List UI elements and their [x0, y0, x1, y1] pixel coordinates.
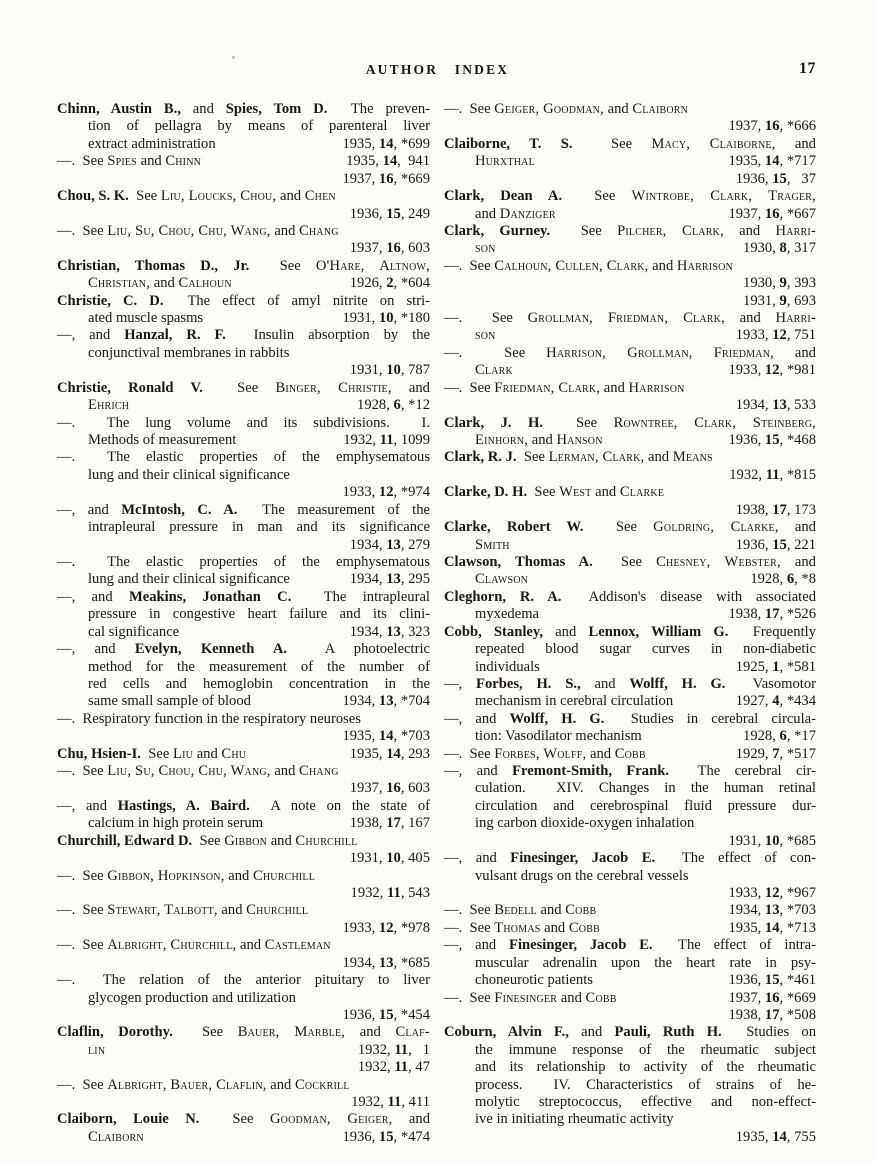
entry-text: same small sample of blood [88, 693, 251, 710]
entry-text: —. See Liu, Su, Chou, Chu, Wang, and Chang [57, 222, 339, 239]
index-line [444, 711, 816, 728]
index-line [444, 589, 816, 606]
index-line [444, 850, 816, 867]
index-line [444, 659, 816, 676]
index-line [57, 746, 430, 763]
citation: 1938, 17, *526 [728, 606, 816, 623]
entry-text: —, and Finesinger, Jacob E. The effect of con- [444, 850, 816, 867]
citation: 1937, 16, *669 [342, 170, 430, 187]
index-line [57, 206, 430, 223]
index-line [57, 833, 430, 850]
citation: 1934, 13, *685 [342, 954, 430, 971]
entry-text: red cells and hemoglobin concentration in the [88, 675, 430, 692]
entry-text: molytic streptococcus, effective and non-effect- [475, 1094, 816, 1111]
index-line [57, 1094, 430, 1111]
citation: 1935, 14, 941 [346, 153, 430, 170]
entry-text: Clarke, D. H. See West and Clarke [444, 484, 665, 501]
index-line [57, 397, 430, 414]
entry-text: Ehrich [88, 397, 130, 414]
index-column-left [57, 101, 430, 1146]
entry-text: Cleghorn, R. A. Addison's disease with associated [444, 588, 817, 605]
index-line [57, 920, 430, 937]
index-line [57, 293, 430, 310]
entry-text: tion of pellagra by means of parenteral liver [88, 118, 430, 135]
index-line [57, 467, 430, 484]
index-line [444, 1007, 816, 1024]
index-line [444, 1111, 816, 1128]
citation: 1933, 12, *981 [728, 362, 816, 379]
entry-text: —. See Geiger, Goodman, and Claiborn [444, 101, 689, 117]
index-line [444, 380, 816, 397]
index-line [444, 275, 816, 292]
citation: 1937, 16, *669 [728, 989, 816, 1006]
index-line [57, 571, 430, 588]
citation: 1935, 14, *717 [728, 153, 816, 170]
index-line [57, 118, 430, 135]
citation: 1933, 12, *967 [728, 884, 816, 901]
index-column-right [444, 101, 816, 1146]
entry-text: —. See Harrison, Grollman, Friedman, and [444, 344, 816, 361]
entry-text: vulsant drugs on the cerebral vessels [475, 867, 689, 884]
entry-text: extract administration [88, 135, 216, 152]
index-line [57, 240, 430, 257]
index-line [57, 659, 430, 676]
entry-text: —. See Grollman, Friedman, Clark, and Harri- [444, 310, 816, 327]
entry-text: individuals [475, 658, 540, 675]
entry-text: glycogen production and utilization [88, 989, 296, 1006]
entry-text: —. See Spies and Chinn [57, 153, 202, 170]
index-line [57, 1111, 430, 1128]
index-line [57, 362, 430, 379]
index-line [57, 850, 430, 867]
index-line [444, 554, 816, 571]
entry-text: Clark [475, 362, 513, 379]
entry-text: lin [88, 1041, 106, 1058]
entry-text: Chinn, Austin B., and Spies, Tom D. The preven- [57, 101, 431, 117]
entry-text: —, and McIntosh, C. A. The measurement of the [57, 501, 431, 518]
entry-text: Claiborn, Louie N. See Goodman, Geiger, and [57, 1111, 430, 1128]
entry-text: conjunctival membranes in rabbits [88, 344, 290, 361]
entry-text: pressure in congestive heart failure and its clini- [88, 606, 430, 623]
index-line [57, 275, 430, 292]
entry-text: —. See Liu, Su, Chou, Chu, Wang, and Chang [57, 763, 339, 780]
entry-text: ing carbon dioxide-oxygen inhalation [475, 815, 695, 832]
citation: 1935, 14, *703 [342, 728, 430, 745]
citation: 1935, 14, *699 [342, 135, 430, 152]
index-line [444, 258, 816, 275]
index-line [57, 693, 430, 710]
citation: 1931, 9, 693 [743, 292, 816, 309]
citation: 1938, 17, 173 [735, 501, 816, 518]
citation: 1938, 17, *508 [728, 1006, 816, 1023]
index-line [444, 502, 816, 519]
citation: 1930, 9, 393 [743, 275, 816, 292]
index-line [57, 972, 430, 989]
entry-text: —, Forbes, H. S., and Wolff, H. G. Vasomotor [444, 675, 817, 692]
citation: 1936, 15, *468 [728, 432, 816, 449]
citation: 1932, 11, 543 [350, 884, 430, 901]
index-line [57, 780, 430, 797]
entry-text: Clawson, Thomas A. See Chesney, Webster, and [444, 553, 816, 570]
index-line [57, 327, 430, 344]
index-line [57, 101, 430, 118]
entry-text: Chou, S. K. See Liu, Loucks, Chou, and Chen [57, 188, 336, 205]
index-line [57, 223, 430, 240]
index-line [444, 833, 816, 850]
entry-text: —. See Forbes, Wolff, and Cobb [444, 745, 646, 762]
index-line [57, 728, 430, 745]
entry-text: —, and Hastings, A. Baird. A note on the state of [57, 797, 430, 814]
index-line [57, 885, 430, 902]
citation: 1929, 7, *517 [735, 745, 816, 762]
index-line [444, 693, 816, 710]
entry-text: the immune response of the rheumatic subject [475, 1041, 816, 1058]
index-line [57, 310, 430, 327]
entry-text: —. See Stewart, Talbott, and Churchill [57, 902, 309, 919]
index-line [444, 467, 816, 484]
index-line [444, 1077, 816, 1094]
citation: 1936, 15, *474 [342, 1128, 430, 1145]
index-line [444, 920, 816, 937]
citation: 1937, 16, 603 [349, 240, 430, 257]
entry-text: ive in initiating rheumatic activity [475, 1111, 674, 1128]
entry-text: —. See Bedell and Cobb [444, 902, 597, 919]
index-line [444, 1094, 816, 1111]
index-line [57, 537, 430, 554]
index-line [57, 1059, 430, 1076]
citation: 1933, 12, *978 [342, 919, 430, 936]
index-line [57, 676, 430, 693]
entry-text: —, and Meakins, Jonathan C. The intrapleural [57, 588, 430, 605]
index-line [444, 362, 816, 379]
index-line [444, 624, 816, 641]
index-line [444, 780, 816, 797]
index-line [444, 937, 816, 954]
citation: 1926, 2, *604 [349, 275, 430, 292]
entry-text: Hurxthal [475, 153, 535, 170]
index-line [57, 606, 430, 623]
index-line [57, 955, 430, 972]
index-line [57, 815, 430, 832]
entry-text: intrapleural pressure in man and its significance [88, 519, 430, 536]
entry-text: —, and Hanzal, R. F. Insulin absorption by the [57, 327, 430, 344]
index-line [57, 990, 430, 1007]
citation: 1932, 11, 411 [351, 1094, 430, 1111]
index-line [444, 118, 816, 135]
index-line [444, 571, 816, 588]
entry-text: muscular adrenalin upon the heart rate in psy- [475, 954, 816, 971]
citation: 1931, 10, *685 [728, 832, 816, 849]
citation: 1931, 10, 405 [349, 850, 430, 867]
entry-text: son [475, 240, 496, 257]
entry-text: lung and their clinical significance [88, 466, 290, 483]
citation: 1934, 13, 533 [735, 397, 816, 414]
citation: 1925, 1, *581 [735, 658, 816, 675]
citation: 1935, 14, *713 [728, 919, 816, 936]
index-line [57, 1007, 430, 1024]
entry-text: Claiborne, T. S. See Macy, Claiborne, and [444, 135, 816, 152]
entry-text: Christian, Thomas D., Jr. See O'Hare, Altnow, [57, 257, 430, 274]
entry-text: Churchill, Edward D. See Gibbon and Churchill [57, 832, 358, 849]
index-line [444, 1042, 816, 1059]
entry-text: cal significance [88, 623, 180, 640]
citation: 1936, 15, 221 [735, 536, 816, 553]
entry-text: —. The lung volume and its subdivisions. I. [57, 414, 430, 431]
index-line [444, 990, 816, 1007]
index-line [57, 171, 430, 188]
index-line [444, 345, 816, 362]
index-line [444, 1024, 816, 1041]
entry-text: Chu, Hsien-I. See Liu and Chu [57, 745, 247, 762]
entry-text: mechanism in cerebral circulation [475, 693, 674, 710]
index-line [444, 868, 816, 885]
index-line [444, 415, 816, 432]
entry-text: myxedema [475, 606, 540, 623]
index-line [57, 937, 430, 954]
entry-text: —. See Calhoun, Cullen, Clark, and Harrison [444, 257, 733, 274]
entry-text: —. The relation of the anterior pituitary to liver [57, 972, 430, 989]
citation: 1934, 13, 295 [349, 571, 430, 588]
index-line [444, 641, 816, 658]
entry-text: —, and Evelyn, Kenneth A. A photoelectric [57, 641, 430, 658]
entry-text: —. See Thomas and Cobb [444, 919, 600, 936]
index-line [57, 868, 430, 885]
index-line [444, 676, 816, 693]
citation: 1928, 6, *17 [743, 728, 816, 745]
index-line [444, 815, 816, 832]
index-line [444, 798, 816, 815]
citation: 1936, 15, 37 [735, 170, 816, 187]
index-line [57, 641, 430, 658]
index-line [444, 1059, 816, 1076]
citation: 1934, 13, 279 [349, 536, 430, 553]
index-line [444, 606, 816, 623]
entry-text: —. See Albright, Churchill, and Castleman [57, 937, 331, 954]
entry-text: —. See Finesinger and Cobb [444, 989, 617, 1006]
entry-text: Clark, J. H. See Rowntree, Clark, Steinberg, [444, 414, 816, 431]
entry-text: —. The elastic properties of the emphysematous [57, 553, 430, 570]
entry-text: repeated blood sugar curves in non-diabetic [475, 641, 816, 658]
entry-text: calcium in high protein serum [88, 815, 264, 832]
index-line [57, 136, 430, 153]
entry-text: —. See Gibbon, Hopkinson, and Churchill [57, 867, 316, 884]
index-line [444, 153, 816, 170]
entry-text: —. See Albright, Bauer, Claflin, and Cockrill [57, 1076, 350, 1093]
scan-speck [232, 56, 235, 59]
entry-text: and its relationship to activity of the rheumatic [475, 1059, 816, 1076]
index-line [57, 798, 430, 815]
entry-text: Christian, and Calhoun [88, 275, 232, 292]
entry-text: Einhorn, and Hanson [475, 432, 603, 449]
index-line [444, 327, 816, 344]
page-number: 17 [799, 60, 816, 77]
index-line [57, 380, 430, 397]
entry-text: Clark, Gurney. See Pilcher, Clark, and Harri- [444, 222, 816, 239]
entry-text: ated muscle spasms [88, 310, 204, 327]
index-line [444, 519, 816, 536]
entry-text: circulation and cerebrospinal fluid pressure dur- [475, 797, 816, 814]
citation: 1932, 11, 1 [357, 1041, 430, 1058]
index-line [57, 258, 430, 275]
entry-text: Methods of measurement [88, 432, 237, 449]
index-line [57, 449, 430, 466]
citation: 1931, 10, *180 [342, 310, 430, 327]
citation: 1935, 14, 755 [735, 1128, 816, 1145]
index-line [444, 955, 816, 972]
index-line [57, 345, 430, 362]
citation: 1933, 12, *974 [342, 484, 430, 501]
citation: 1928, 6, *8 [750, 571, 816, 588]
entry-text: Christie, Ronald V. See Binger, Christie, and [57, 379, 430, 396]
entry-text: Clawson [475, 571, 529, 588]
index-line [444, 397, 816, 414]
page-header [57, 62, 818, 82]
citation: 1934, 13, 323 [349, 623, 430, 640]
entry-text: and Danziger [475, 205, 556, 222]
index-line [57, 502, 430, 519]
index-line [444, 902, 816, 919]
citation: 1930, 8, 317 [743, 240, 816, 257]
entry-text: Cobb, Stanley, and Lennox, William G. Frequently [444, 623, 816, 640]
entry-text: Clark, R. J. See Lerman, Clark, and Means [444, 449, 713, 466]
index-line [444, 746, 816, 763]
citation: 1936, 15, *454 [342, 1006, 430, 1023]
index-line [57, 763, 430, 780]
index-line [444, 223, 816, 240]
index-line [57, 1042, 430, 1059]
citation: 1932, 11, *815 [729, 466, 816, 483]
entry-text: Clark, Dean A. See Wintrobe, Clark, Trager, [444, 188, 816, 205]
index-line [444, 763, 816, 780]
entry-text: lung and their clinical significance [88, 571, 290, 588]
index-line [57, 519, 430, 536]
entry-text: Christie, C. D. The effect of amyl nitrite on stri- [57, 292, 430, 309]
citation: 1937, 16, *667 [728, 205, 816, 222]
entry-text: tion: Vasodilator mechanism [475, 728, 642, 745]
citation: 1933, 12, 751 [735, 327, 816, 344]
index-line [57, 484, 430, 501]
citation: 1928, 6, *12 [357, 397, 430, 414]
entry-text: —, and Wolff, H. G. Studies in cerebral circula- [444, 710, 816, 727]
entry-text: son [475, 327, 496, 344]
index-line [444, 728, 816, 745]
index-line [444, 537, 816, 554]
entry-text: —, and Fremont-Smith, Frank. The cerebral cir- [444, 763, 816, 780]
index-line [57, 188, 430, 205]
entry-text: Smith [475, 536, 510, 553]
citation: 1934, 13, *703 [728, 902, 816, 919]
entry-text: Claiborn [88, 1128, 144, 1145]
index-line [444, 171, 816, 188]
entry-text: culation. XIV. Changes in the human retinal [475, 780, 816, 797]
entry-text: Coburn, Alvin F., and Pauli, Ruth H. Studies on [444, 1024, 816, 1041]
index-line [57, 415, 430, 432]
citation: 1937, 16, *666 [728, 118, 816, 135]
citation: 1932, 11, 1099 [343, 432, 430, 449]
citation: 1936, 15, 249 [349, 205, 430, 222]
index-line [444, 101, 816, 118]
entry-text: choneurotic patients [475, 972, 593, 989]
citation: 1935, 14, 293 [349, 745, 430, 762]
index-line [444, 885, 816, 902]
index-line [444, 484, 816, 501]
index-line [57, 432, 430, 449]
index-line [57, 1024, 430, 1041]
citation: 1937, 16, 603 [349, 780, 430, 797]
index-line [57, 1129, 430, 1146]
index-line [57, 153, 430, 170]
entry-text: Clarke, Robert W. See Goldring, Clarke, and [444, 519, 816, 536]
citation: 1927, 4, *434 [735, 693, 816, 710]
citation: 1936, 15, *461 [728, 972, 816, 989]
index-line [57, 1077, 430, 1094]
index-line [57, 711, 430, 728]
index-line [444, 972, 816, 989]
index-line [57, 902, 430, 919]
index-line [57, 554, 430, 571]
index-line [57, 589, 430, 606]
index-line [57, 624, 430, 641]
index-line [444, 136, 816, 153]
index-line [444, 293, 816, 310]
entry-text: —. See Friedman, Clark, and Harrison [444, 379, 685, 396]
index-line [444, 449, 816, 466]
citation: 1932, 11, 47 [357, 1059, 430, 1076]
citation: 1938, 17, 167 [349, 815, 430, 832]
citation: 1931, 10, 787 [349, 362, 430, 379]
citation: 1934, 13, *704 [342, 693, 430, 710]
entry-text: —. Respiratory function in the respiratory neuroses [57, 710, 361, 727]
entry-text: process. IV. Characteristics of strains of he- [475, 1076, 816, 1093]
index-line [444, 188, 816, 205]
entry-text: —, and Finesinger, Jacob E. The effect of intra- [444, 937, 816, 954]
entry-text: —. The elastic properties of the emphysematous [57, 449, 430, 466]
entry-text: method for the measurement of the number of [88, 658, 430, 675]
index-line [444, 206, 816, 223]
index-line [444, 240, 816, 257]
index-line [444, 1129, 816, 1146]
page-title: AUTHOR INDEX [365, 62, 510, 77]
index-line [444, 310, 816, 327]
index-line [444, 432, 816, 449]
entry-text: Claflin, Dorothy. See Bauer, Marble, and Claf- [57, 1024, 430, 1041]
